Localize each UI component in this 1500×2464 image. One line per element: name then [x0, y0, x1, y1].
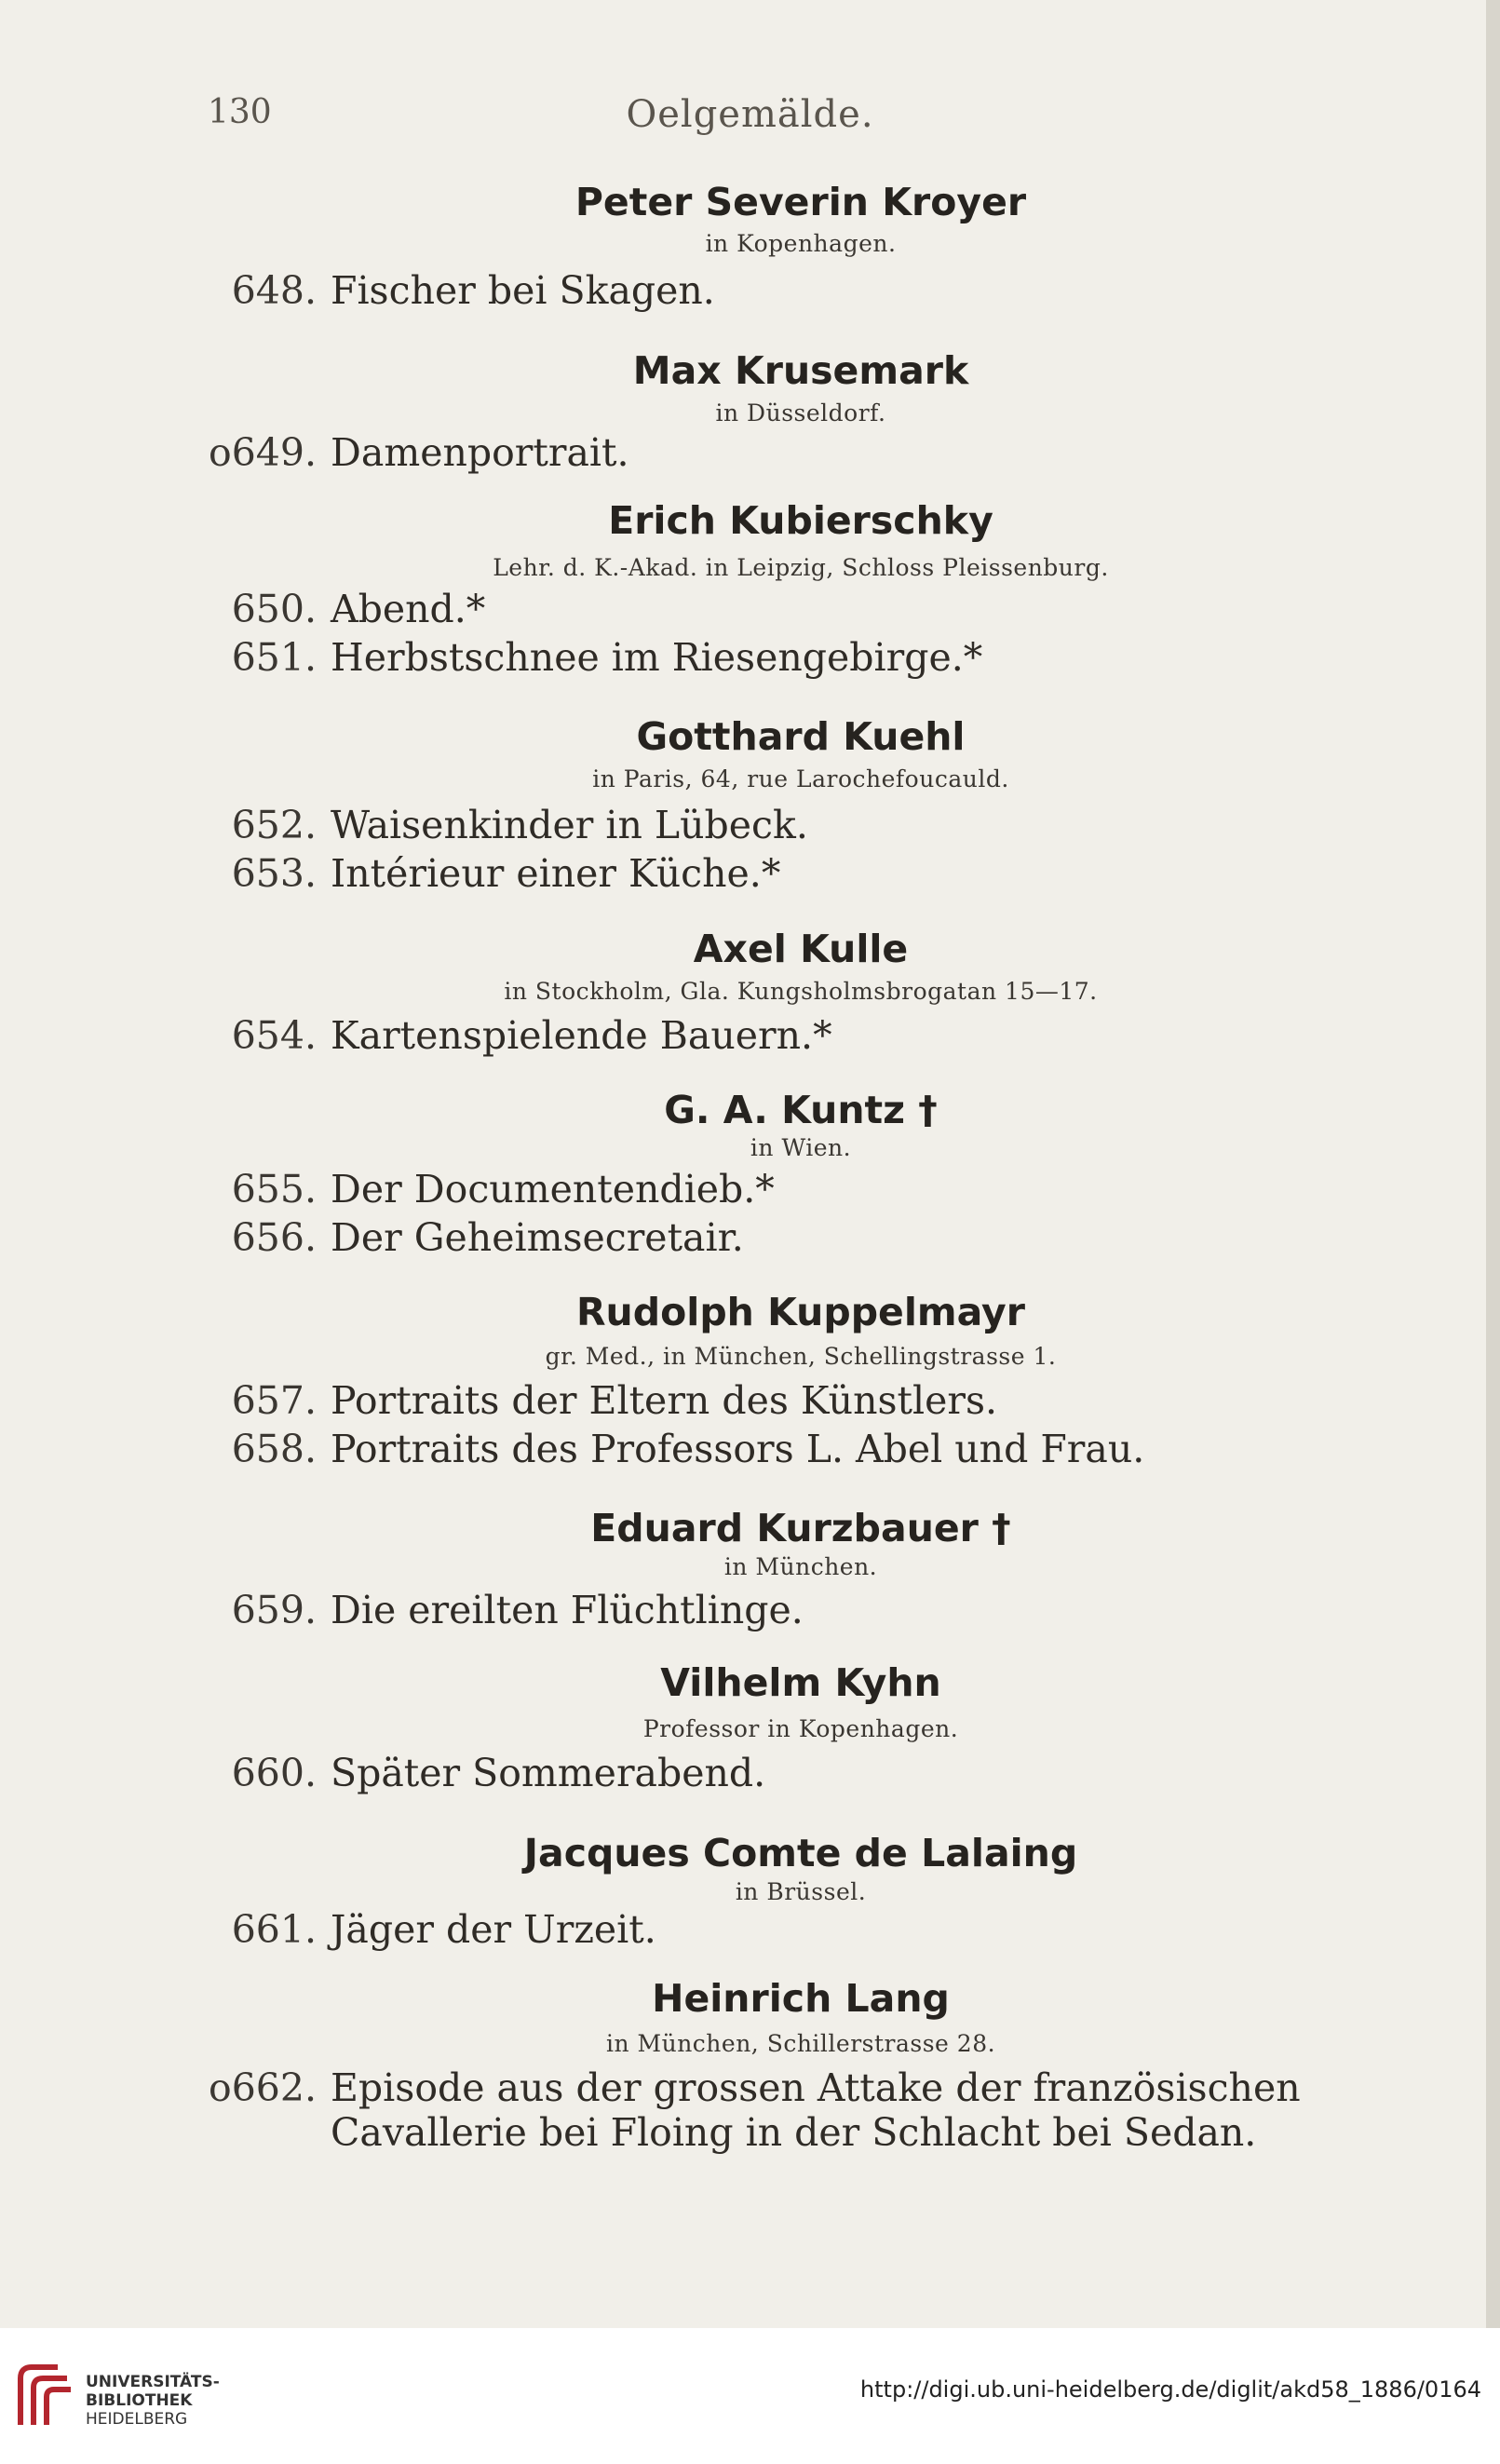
entry-title: Portraits der Eltern des Künstlers. — [331, 1378, 998, 1423]
entry-title: Jäger der Urzeit. — [331, 1907, 656, 1952]
entry-title-continuation: Cavallerie bei Floing in der Schlacht bei Sedan. — [331, 2110, 1257, 2155]
entry-number: 652. — [231, 803, 317, 847]
artist-name: Heinrich Lang — [652, 1976, 950, 2021]
artist-name: Jacques Comte de Lalaing — [523, 1831, 1078, 1875]
library-name: UNIVERSITÄTS- BIBLIOTHEK HEIDELBERG — [86, 2373, 220, 2429]
artist-name: Erich Kubierschky — [608, 498, 993, 543]
artist-name: Rudolph Kuppelmayr — [575, 1290, 1025, 1334]
artist-name: Gotthard Kuehl — [636, 714, 966, 759]
artist-name: Peter Severin Kroyer — [574, 180, 1027, 224]
artist-name: G. A. Kuntz † — [664, 1088, 938, 1132]
artist-location: gr. Med., in München, Schellingstrasse 1. — [545, 1343, 1057, 1370]
artist-name: Vilhelm Kyhn — [660, 1660, 941, 1705]
entry-title: Portraits des Professors L. Abel und Frau. — [331, 1427, 1145, 1471]
entry-title: Damenportrait. — [331, 430, 629, 475]
artist-name: Axel Kulle — [693, 927, 909, 971]
artist-location: in München, Schillerstrasse 28. — [605, 2030, 996, 2057]
entry-title: Herbstschnee im Riesengebirge.* — [331, 635, 983, 680]
entry-number: 657. — [231, 1378, 317, 1423]
entry-title: Die ereilten Flüchtlinge. — [331, 1588, 804, 1632]
entry-title: Der Documentendieb.* — [331, 1167, 775, 1212]
entry-number: 656. — [231, 1215, 317, 1260]
entry-number: 651. — [231, 635, 317, 680]
entry-number: 648. — [231, 268, 317, 313]
library-logo-icon — [11, 2360, 76, 2434]
entry-title: Fischer bei Skagen. — [331, 268, 715, 313]
entry-number: 650. — [231, 587, 317, 631]
entry-number: 661. — [231, 1907, 317, 1952]
entry-number: 659. — [231, 1588, 317, 1632]
artist-location: in Paris, 64, rue Larochefoucauld. — [592, 765, 1009, 792]
artist-location: in Stockholm, Gla. Kungsholmsbrogatan 15—17. — [504, 978, 1098, 1005]
page-number: 130 — [208, 93, 272, 131]
entry-number: 660. — [231, 1751, 317, 1795]
artist-location: in Kopenhagen. — [705, 230, 897, 257]
digitization-footer — [0, 2328, 1500, 2464]
entry-title: Der Geheimsecretair. — [331, 1215, 744, 1260]
artist-location: in Wien. — [750, 1134, 852, 1161]
entry-title: Kartenspielende Bauern.* — [331, 1013, 832, 1058]
artist-name: Eduard Kurzbauer † — [590, 1506, 1011, 1550]
artist-location: Lehr. d. K.-Akad. in Leipzig, Schloss Pleissenburg. — [493, 554, 1109, 581]
entry-number: 654. — [231, 1013, 317, 1058]
entry-number: o662. — [209, 2065, 317, 2110]
entry-number: o649. — [209, 430, 317, 475]
artist-location: in Düsseldorf. — [715, 399, 886, 426]
artist-name: Max Krusemark — [632, 348, 969, 393]
page-header-title: Oelgemälde. — [626, 93, 874, 136]
artist-location: in Brüssel. — [735, 1878, 867, 1905]
entry-number: 653. — [231, 851, 317, 896]
entry-title: Episode aus der grossen Attake der französischen — [331, 2065, 1301, 2110]
entry-number: 658. — [231, 1427, 317, 1471]
artist-location: Professor in Kopenhagen. — [642, 1715, 959, 1742]
source-url-link[interactable]: http://digi.ub.uni-heidelberg.de/diglit/akd58_1886/0164 — [859, 2376, 1481, 2403]
entry-title: Später Sommerabend. — [331, 1751, 766, 1795]
entry-title: Waisenkinder in Lübeck. — [331, 803, 808, 847]
entry-number: 655. — [231, 1167, 317, 1212]
artist-location: in München. — [723, 1553, 878, 1580]
page-edge — [1486, 0, 1500, 2328]
entry-title: Intérieur einer Küche.* — [331, 851, 781, 896]
entry-title: Abend.* — [331, 587, 486, 631]
